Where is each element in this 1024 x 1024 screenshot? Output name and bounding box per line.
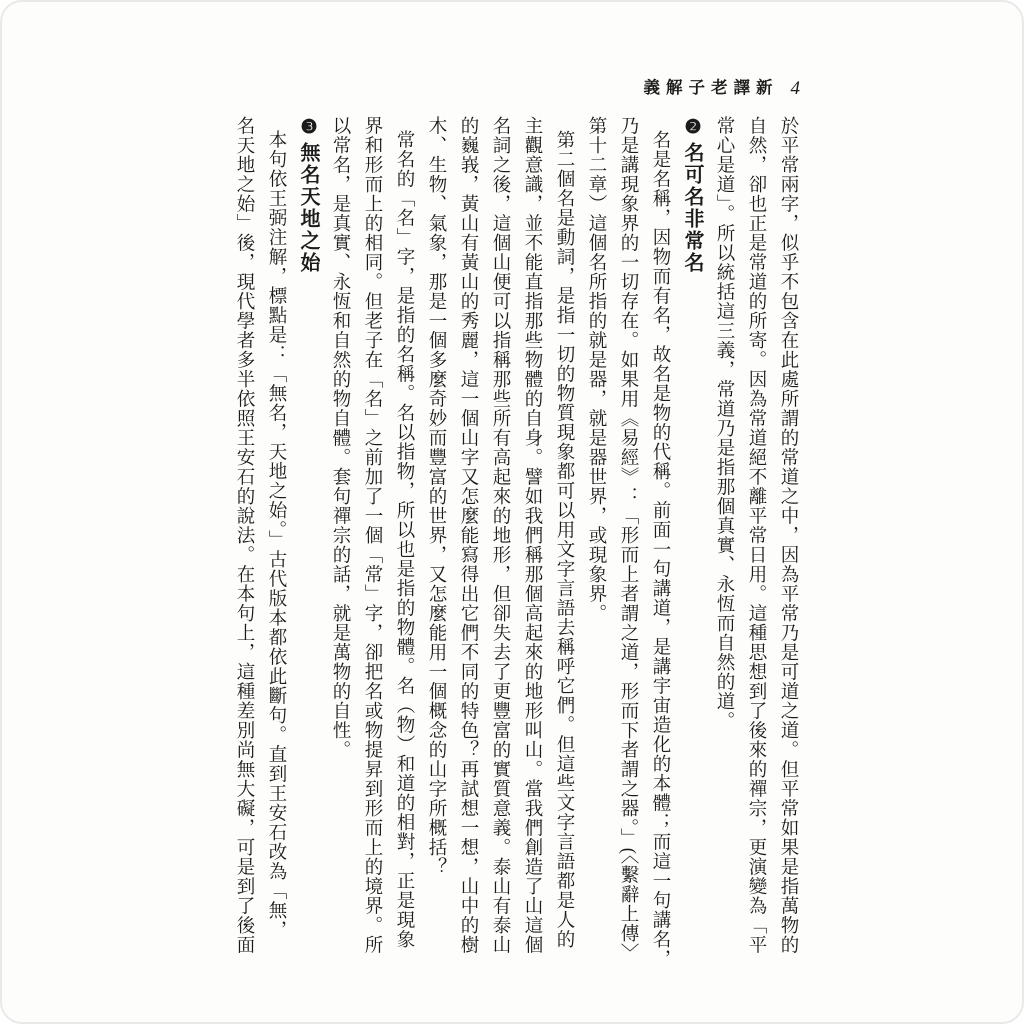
- text-column-14: 界和形而上的相同。但老子在「名」之前加了一個「常」字，卻把名或物提昇到形而上的境界。所: [362, 116, 382, 955]
- vertical-text-block: [228, 116, 804, 976]
- page-number: 4: [790, 78, 800, 99]
- text-column-9: 主觀意識，並不能直指那些物體的自身。譬如我們稱那個高起來的地形叫山。當我們創造了山這個: [522, 116, 542, 955]
- text-column-11: 的巍峩，黃山有黃山的秀麗，這一個山字又怎麼能寫得出它們不同的特色？再試想一想，山中的樹: [458, 116, 478, 955]
- section-heading-2-label: 名可名非常名: [681, 142, 703, 274]
- section-heading-3-label: 無名天地之始: [297, 142, 319, 274]
- text-column-6: 乃是講現象界的一切存在。如果用《易經》：「形而上者謂之道，形而下者謂之器。」(〈繫辭上傳〉: [618, 116, 638, 963]
- running-head: [644, 74, 801, 99]
- text-column-10: 名詞之後，這個山便可以指稱那些所有高起來的地形，但卻失去了更豐富的實質意義。泰山有泰山: [490, 116, 510, 955]
- circled-number-2-icon: ❷: [682, 116, 703, 138]
- section-heading-2: [676, 116, 708, 968]
- text-column-1: 於平常兩字，似乎不包含在此處所謂的常道之中，因為平常乃是可道之道。但平常如果是指萬物的: [778, 116, 798, 955]
- text-column-17: 本句依王弼注解，標點是：「無名，天地之始。」古代版本都依此斷句。直到王安石改為「無，: [266, 130, 286, 940]
- text-column-13: 常名的「名」字，是指的名稱。名以指物，所以也是指的物體。名（物）和道的相對，正是現象: [394, 130, 414, 949]
- text-column-5: 名是名稱，因物而有名，故名是物的代稱。前面一句講道，是講宇宙造化的本體；而這一句講名，: [650, 130, 670, 969]
- section-heading-3: [292, 116, 324, 968]
- text-column-3: 常心是道」。所以統括這三義，常道乃是指那個真實、永恆而自然的道。: [714, 116, 734, 731]
- text-column-18: 名天地之始」後，現代學者多半依照王安石的說法。在本句上，這種差別尚無大礙，可是到了後面: [234, 116, 254, 955]
- text-column-2: 自然，卻也正是常道的所寄。因為常道絕不離平常日用。這種思想到了後來的禪宗，更演變為「平: [746, 116, 766, 955]
- text-column-15: 以常名，是真實、永恆和自然的物自體。套句禪宗的話，就是萬物的自性。: [330, 116, 350, 760]
- running-title: 義解子老譯新: [643, 78, 779, 97]
- text-column-12: 木、生物、氣象，那是一個多麼奇妙而豐富的世界，又怎麼能用一個概念的山字所概括？: [426, 116, 446, 877]
- text-column-8: 第二個名是動詞，是指一切的物質現象都可以用文字言語去稱呼它們。但這些文字言語都是人的: [554, 130, 574, 949]
- text-column-7: 第十二章）這個名所指的就是器，就是器世界，或現象界。: [586, 116, 606, 623]
- circled-number-3-icon: ❸: [298, 116, 319, 138]
